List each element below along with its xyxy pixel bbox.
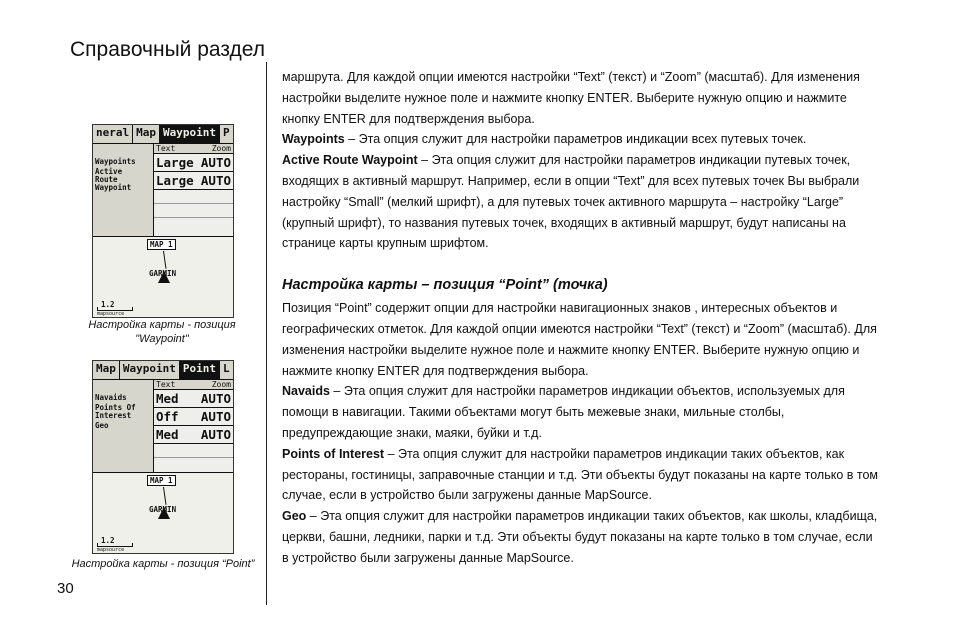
gps-tab: Map [93,361,120,379]
gps-option-label: Waypoints [95,157,136,166]
map-scale: 1.2 [101,300,115,309]
zoom-value: AUTO [200,409,231,424]
gps-tab: Waypoint [120,361,180,379]
gps-screen-point [92,360,234,554]
term-navaids: Navaids [282,384,330,399]
gps-option-label: Active Route Waypoint [95,167,132,192]
gps-field-row [154,172,233,190]
gps-fields [153,144,233,236]
gps-tab: P [220,125,233,143]
gps-field-header [154,144,233,154]
term-points-of-interest: Points of Interest [282,446,385,461]
zoom-value: AUTO [200,391,231,406]
gps-field-row [154,408,233,426]
map-source-label: mapsource [97,311,125,317]
paragraph [282,444,882,506]
gps-option-label: Points Of Interest [95,403,136,420]
paragraph [282,381,882,443]
section-title: Справочный раздел [70,38,266,61]
gps-option-label: Navaids [95,393,127,402]
zoom-value: AUTO [200,173,231,188]
paragraph [282,150,882,254]
text-value: Off [156,409,179,424]
gps-tab-bar [93,125,233,144]
route-line [163,251,166,269]
gps-settings-panel [93,380,233,473]
map-scale: 1.2 [101,536,115,545]
map-city-label: GARMIN [149,505,177,514]
term-waypoints: Waypoints [282,132,345,147]
paragraph [282,506,882,568]
col-zoom-header: Zoom [211,380,231,389]
zoom-value: AUTO [200,427,231,442]
map-label: MAP 1 [147,239,176,250]
term-active-route-waypoint: Active Route Waypoint [282,153,418,168]
route-line [163,487,166,505]
gps-option-labels [93,380,153,472]
gps-screen-waypoint [92,124,234,318]
gps-empty-row [154,190,233,204]
page-number: 30 [57,580,74,597]
text-value: Large [156,173,194,188]
figure-caption: Настройка карты - позиция “Point” [71,558,255,570]
map-label: MAP 1 [147,475,176,486]
term-description: – Эта опция служит для настройки параметров индикации таких объектов, как рестораны, гостиницы, заправочные станции и т.д. Эти объекты будут показаны на карте только в том случае, если в устройство были загружены данные MapSource. [282,446,879,503]
col-text-header: Text [156,144,176,153]
body-text-column [282,67,882,569]
gps-tab-active: Point [180,361,220,379]
gps-field-header [154,380,233,390]
gps-option-label: Geo [95,421,109,430]
paragraph: маршрута. Для каждой опции имеются настройки “Text” (текст) и “Zoom” (масштаб). Для изменения настройки выделите нужное поле и нажмите кнопку ENTER. Выберите нужную опцию и нажмите кнопку ENTER для подтверждения выбора. [282,70,860,126]
text-value: Med [156,427,179,442]
position-arrow-icon [158,271,170,283]
figure-caption: Настройка карты - позиция "Waypoint" [88,319,236,345]
gps-empty-row [154,444,233,458]
map-source-label: mapsource [97,547,125,553]
gps-option-labels [93,144,153,236]
gps-tab: neral [93,125,133,143]
column-divider [266,62,267,605]
term-geo: Geo [282,509,307,524]
zoom-value: AUTO [200,155,231,170]
gps-settings-panel [93,144,233,237]
paragraph: Позиция “Point” содержит опции для настройки навигационных знаков , интересных объектов и географических отметок. Для каждой опции имеются настройки “Text” (текст) и “Zoom” (масштаб). Для изменения настройки выделите нужное поле и нажмите кнопку ENTER. Выберите нужную опцию и нажмите кнопку ENTER для подтверждения выбора. [282,301,877,378]
term-description: – Эта опция служит для настройки параметров индикации всех путевых точек. [344,132,807,147]
term-description: – Эта опция служит для настройки параметров индикации объектов, используемых для помощи в навигации. Такими объектами могут быть межевые знаки, мильные столбы, предупреждающие знаки, маяки, буйки и т.д. [282,384,845,440]
col-text-header: Text [156,380,176,389]
gps-empty-row [154,204,233,218]
text-value: Large [156,155,194,170]
term-description: – Эта опция служит для настройки параметров индикации таких объектов, как школы, кладбища, церкви, башни, ледники, парки и т.д. Эти объекты будут показаны на карте только в том случае, если в устройство были загружены данные MapSource. [282,509,878,565]
col-zoom-header: Zoom [211,144,231,153]
paragraph [282,129,882,150]
text-value: Med [156,391,179,406]
gps-fields [153,380,233,472]
gps-field-row [154,154,233,172]
subheading: Настройка карты – позиция “Point” (точка) [282,277,608,294]
gps-tab-bar [93,361,233,380]
position-arrow-icon [158,507,170,519]
gps-field-row [154,426,233,444]
gps-map-preview [93,473,233,553]
gps-tab-active: Waypoint [160,125,220,143]
gps-map-preview [93,237,233,317]
map-city-label: GARMIN [149,269,177,278]
gps-tab: Map [133,125,160,143]
gps-tab: L [220,361,233,379]
gps-field-row [154,390,233,408]
term-description: – Эта опция служит для настройки параметров индикации путевых точек, входящих в активный маршрут. Например, если в опции “Text” для всех путевых точек Вы выбрали настройку “Small” (мелкий шрифт), а для путевых точек активного маршрута – настройку “Large” (крупный шрифт), то названия путевых точек, входящих в активный маршрут, будут написаны на странице карты крупным шрифтом. [282,153,860,251]
